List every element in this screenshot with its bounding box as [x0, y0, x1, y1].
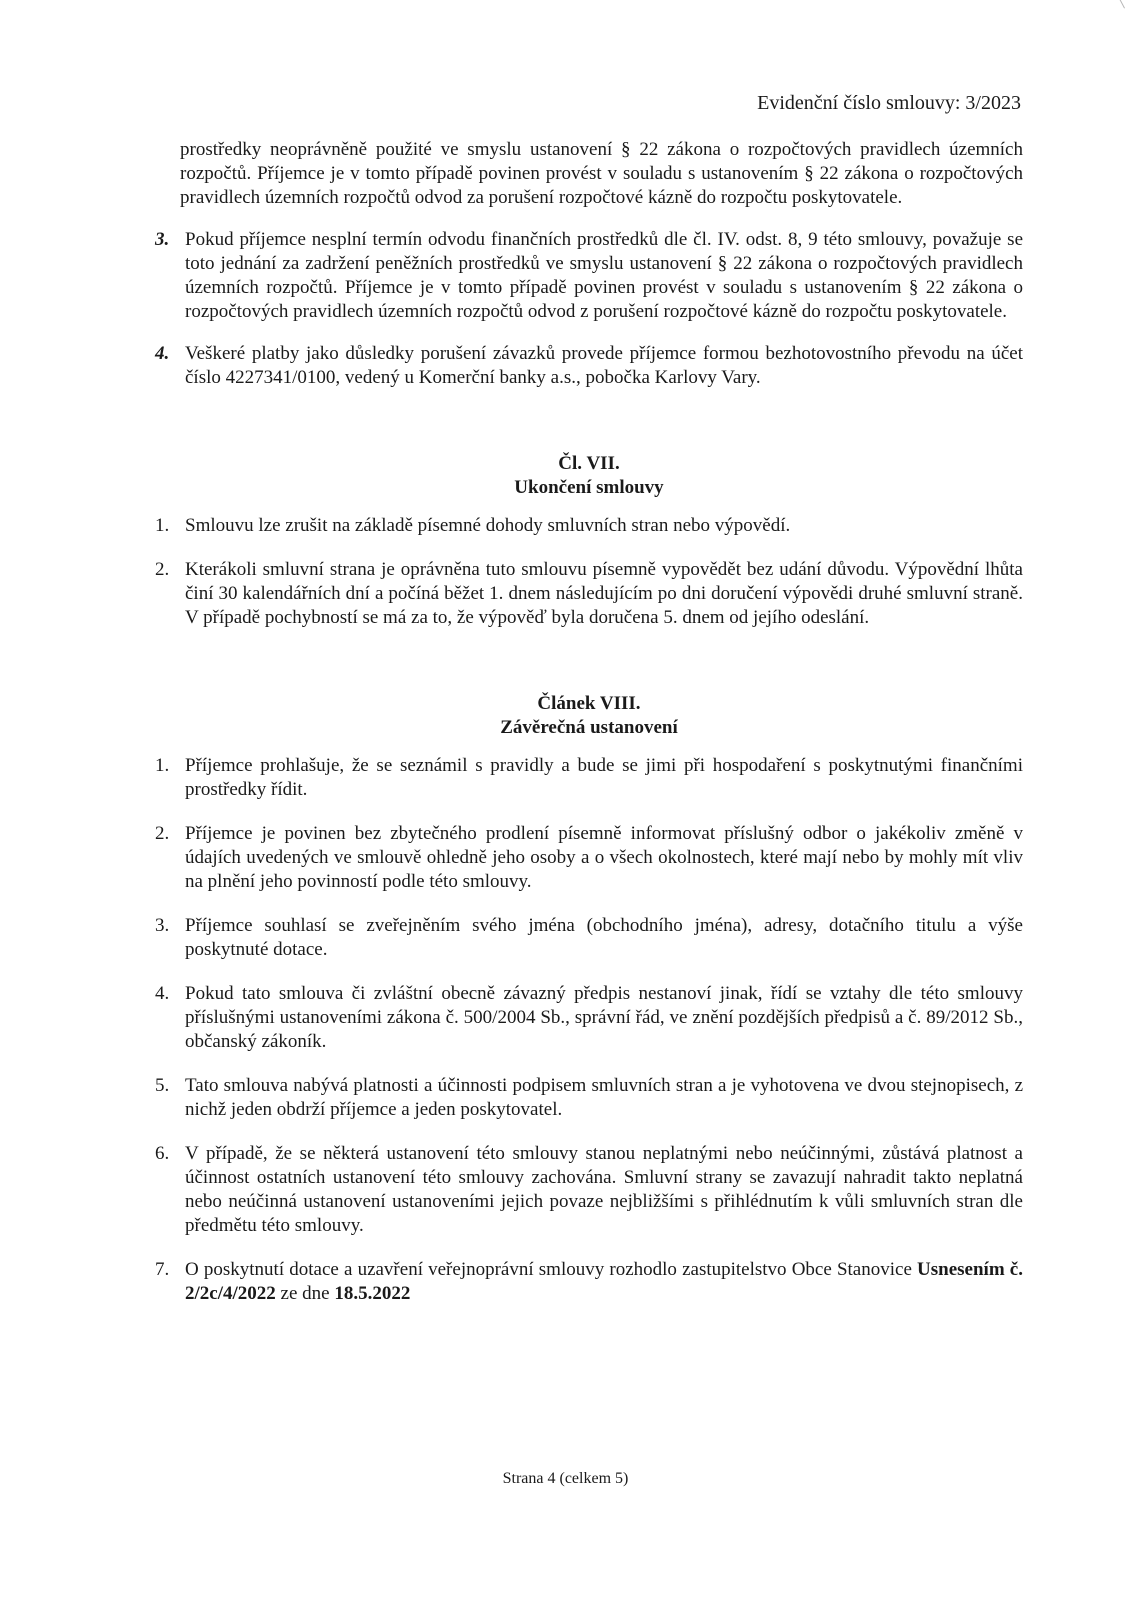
item-number: 3. — [155, 229, 170, 250]
item-text: Veškeré platby jako důsledky porušení závazků provede příjemce formou bezhotovostního převodu na účet číslo 4227341/0100, vedený u Komerční banky a.s., pobočka Karlovy Vary. — [185, 343, 1023, 388]
item-number: 3. — [155, 915, 170, 936]
list-item — [155, 1258, 1023, 1306]
section7-number: Čl. VII. — [558, 453, 620, 474]
item-text: Příjemce souhlasí se zveřejněním svého jména (obchodního jména), adresy, dotačního titulu a výše poskytnuté dotace. — [185, 915, 1023, 960]
item-text — [185, 1258, 1023, 1306]
page-content — [155, 138, 1023, 1306]
item7-text-mid: ze dne — [275, 1283, 335, 1304]
resolution-date: 18.5.2022 — [334, 1283, 411, 1304]
item-text: Pokud tato smlouva či zvláštní obecně závazný předpis nestanoví jinak, řídí se vztahy dle této smlouvy příslušnými ustanoveními zákona č. 500/2004 Sb., správní řád, ve znění pozdějších předpisů a č. 89/2012 Sb., občanský zákoník. — [185, 983, 1023, 1052]
item-number: 1. — [155, 755, 170, 776]
section7-title: Ukončení smlouvy — [514, 477, 664, 498]
page-edge-shadow — [1054, 0, 1125, 8]
item-text: Pokud příjemce nesplní termín odvodu finančních prostředků dle čl. IV. odst. 8, 9 této smlouvy, považuje se toto jednání za zadržení peněžních prostředků ve smyslu ustanovení § 22 zákona o rozpočtových pravidlech územních rozpočtů. Příjemce je v tomto případě povinen provést v souladu s ustanovením § 22 zákona o rozpočtových pravidlech územních rozpočtů odvod z porušení rozpočtové kázně do rozpočtu poskytovatele. — [185, 229, 1023, 322]
item-text: Příjemce je povinen bez zbytečného prodlení písemně informovat příslušný odbor o jakékoliv změně v údajích uvedených ve smlouvě ohledně jeho osoby a o všech okolnostech, které mají nebo by mohly mít vliv na plnění jeho povinností podle této smlouvy. — [185, 823, 1023, 892]
item-number: 2. — [155, 559, 170, 580]
list-item — [155, 1142, 1023, 1238]
item-number: 5. — [155, 1075, 170, 1096]
list-item — [155, 982, 1023, 1054]
section8-title: Závěrečná ustanovení — [500, 717, 678, 738]
list-item — [155, 514, 1023, 538]
item-text: V případě, že se některá ustanovení této smlouvy stanou neplatnými nebo neúčinnými, zůstává platnost a účinnost ostatních ustanovení této smlouvy zachována. Smluvní strany se zavazují nahradit takto neplatná nebo neúčinná ustanovení ustanoveními jejich povaze nejbližšími s přihlédnutím k vůli smluvních stran dle předmětu této smlouvy. — [185, 1143, 1023, 1236]
item-number: 2. — [155, 823, 170, 844]
list-item — [155, 1074, 1023, 1122]
list-item — [155, 914, 1023, 962]
resolution-number: Usnesením č. 2/2c/4/2022 — [185, 1259, 1023, 1304]
item-number: 1. — [155, 515, 170, 536]
list-item — [155, 754, 1023, 802]
item-number: 4. — [155, 343, 170, 364]
item-number: 6. — [155, 1143, 170, 1164]
page-number: Strana 4 (celkem 5) — [502, 1470, 629, 1487]
evidence-number: Evidenční číslo smlouvy: 3/2023 — [757, 92, 1021, 114]
item-text: Tato smlouva nabývá platnosti a účinnosti podpisem smluvních stran a je vyhotovena ve dvou stejnopisech, z nichž jeden obdrží příjemce a jeden poskytovatel. — [185, 1075, 1023, 1120]
list-item — [155, 228, 1023, 324]
item-number: 7. — [155, 1259, 170, 1280]
item-text: Smlouvu lze zrušit na základě písemné dohody smluvních stran nebo výpovědí. — [185, 515, 791, 536]
item-text: Příjemce prohlašuje, že se seznámil s pravidly a bude se jimi při hospodaření s poskytnutými finančními prostředky řídit. — [185, 755, 1023, 800]
list-item — [155, 558, 1023, 630]
list-item — [155, 822, 1023, 894]
item-text: Kterákoli smluvní strana je oprávněna tuto smlouvu písemně vypovědět bez udání důvodu. Výpovědní lhůta činí 30 kalendářních dní a počíná běžet 1. dnem následujícím po dni doručení výpovědi druhé smluvní straně. V případě pochybností se má za to, že výpověď byla doručena 5. dnem od jejího odeslání. — [185, 559, 1023, 628]
item7-text-before: O poskytnutí dotace a uzavření veřejnoprávní smlouvy rozhodlo zastupitelstvo Obce Stanovice — [185, 1259, 918, 1280]
item-number: 4. — [155, 983, 170, 1004]
section8-number: Článek VIII. — [537, 693, 641, 714]
list-item — [155, 342, 1023, 390]
intro-paragraph: prostředky neoprávněně použité ve smyslu ustanovení § 22 zákona o rozpočtových pravidlech územních rozpočtů. Příjemce je v tomto případě povinen provést v souladu s ustanovením § 22 zákona o rozpočtových pravidlech územních rozpočtů odvod za porušení rozpočtové kázně do rozpočtu poskytovatele. — [180, 139, 1023, 208]
